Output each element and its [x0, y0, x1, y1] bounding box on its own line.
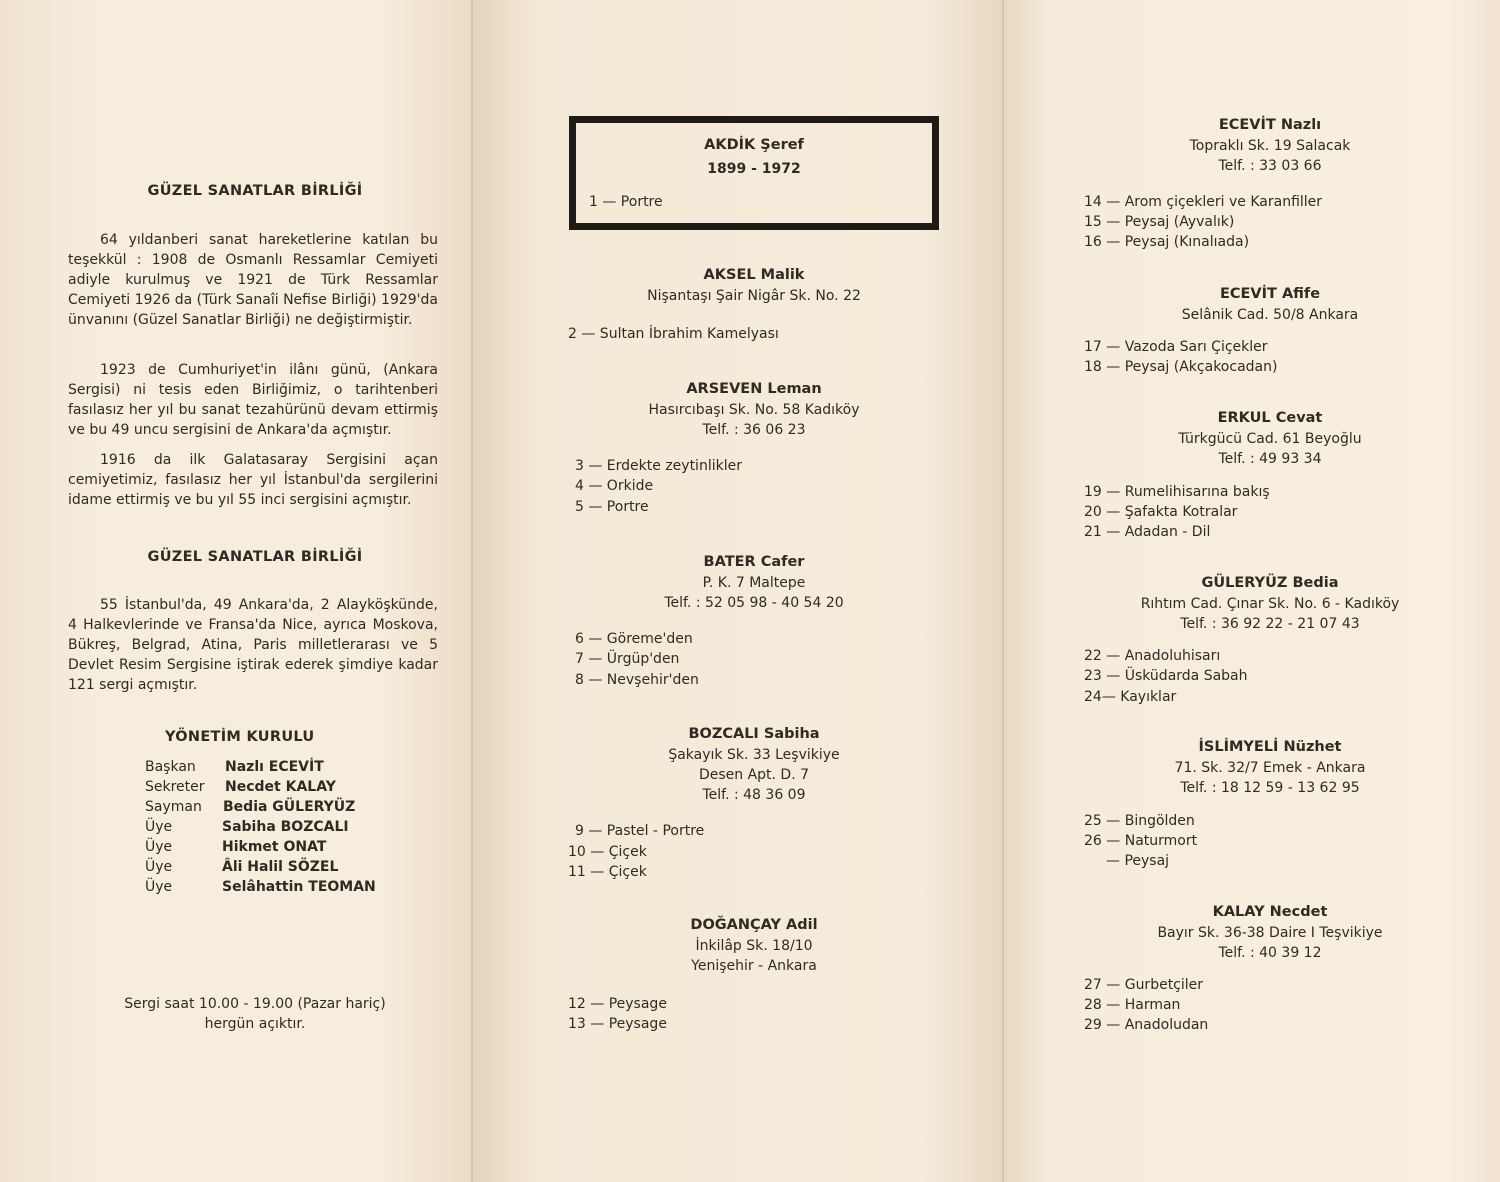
work-item: 2 — Sultan İbrahim Kamelyası: [568, 326, 779, 342]
artist-name: AKSEL Malik: [703, 267, 805, 283]
artist-entry: [1060, 114, 1480, 176]
work-item: 3 — Erdekte zeytinlikler: [575, 458, 742, 474]
artist-phone: Telf. : 33 03 66: [1218, 158, 1322, 174]
work-item: 11 — Çiçek: [568, 864, 647, 880]
exhibitions-paragraph: 55 İstanbul'da, 49 Ankara'da, 2 Alayköşkünde, 4 Halkevlerinde ve Fransa'da Nice, ayrıca Moskova, Bükreş, Belgrad, Atina, Paris milletlerarası ve 5 Devlet Resim Sergisine iştirak ederek şimdiye kadar 121 sergi açmıştır.: [68, 597, 438, 693]
artist-entry: [1060, 283, 1480, 325]
opening-hours-line-1: Sergi saat 10.00 - 19.00 (Pazar hariç): [124, 996, 386, 1012]
work-item: 22 — Anadoluhisarı: [1084, 648, 1221, 664]
board-title: YÖNETİM KURULU: [165, 729, 315, 745]
right-panel: [1002, 0, 1500, 1182]
artist-entry: [544, 378, 964, 440]
history-paragraph-2: 1923 de Cumhuriyet'in ilânı günü, (Ankara Sergisi) ni tesis eden Birliğimiz, o tarihtenberi fasılasız her yıl bu sanat tezahürünü devam ettirmiş ve bu 49 uncu sergisini de Ankara'da açmıştır.: [68, 362, 438, 438]
artist-entry: [544, 264, 964, 306]
memorial-artist-years: 1899 - 1972: [707, 161, 801, 177]
board-member-name: Âli Halil SÖZEL: [222, 859, 339, 875]
history-paragraph-1: 64 yıldanberi sanat hareketlerine katılan bu teşekkül : 1908 de Osmanlı Ressamlar Cemiyeti adiyle kurulmuş ve 1921 de Türk Ressamlar Cemiyeti 1926 da (Türk Sanaîi Nefise Birliği) 1929'da ünvanını (Güzel Sanatlar Birliği) ne değiştirmiştir.: [68, 232, 438, 328]
artist-name: DOĞANÇAY Adil: [690, 917, 818, 933]
artist-address: P. K. 7 Maltepe: [702, 575, 806, 591]
artist-name: KALAY Necdet: [1212, 904, 1328, 920]
memorial-artist-name: AKDİK Şeref: [704, 137, 804, 153]
fold-line: [1002, 0, 1004, 1182]
artist-name: ECEVİT Nazlı: [1218, 117, 1322, 133]
artist-phone: Telf. : 52 05 98 - 40 54 20: [664, 595, 844, 611]
artist-address: Selânik Cad. 50/8 Ankara: [1181, 307, 1359, 323]
work-item: 5 — Portre: [575, 499, 649, 515]
artist-entry: [544, 914, 964, 976]
work-item: 4 — Orkide: [575, 478, 654, 494]
board-member-name: Necdet KALAY: [225, 779, 336, 795]
artist-name: BOZCALI Sabiha: [688, 726, 820, 742]
board-role: Üye: [145, 879, 173, 895]
work-item: 17 — Vazoda Sarı Çiçekler: [1084, 339, 1268, 355]
org-title-1: GÜZEL SANATLAR BİRLİĞİ: [147, 183, 363, 199]
work-item: 19 — Rumelihisarına bakış: [1084, 484, 1270, 500]
board-member-name: Sabiha BOZCALI: [222, 819, 349, 835]
board-role: Başkan: [145, 759, 196, 775]
work-item: 14 — Arom çiçekleri ve Karanfiller: [1084, 194, 1323, 210]
opening-hours-line-2: hergün açıktır.: [204, 1016, 306, 1032]
artist-address: Hasırcıbaşı Sk. No. 58 Kadıköy: [648, 402, 860, 418]
artist-address: Desen Apt. D. 7: [698, 767, 810, 783]
board-role: Sayman: [145, 799, 202, 815]
artist-entry: [544, 551, 964, 613]
work-item: 25 — Bingölden: [1084, 813, 1195, 829]
artist-name: ECEVİT Afife: [1219, 286, 1321, 302]
artist-address: Bayır Sk. 36-38 Daire I Teşvikiye: [1157, 925, 1383, 941]
work-item: 21 — Adadan - Dil: [1084, 524, 1211, 540]
artist-name: İSLİMYELİ Nüzhet: [1198, 739, 1342, 755]
work-item: 15 — Peysaj (Ayvalık): [1084, 214, 1235, 230]
left-panel: [0, 0, 472, 1182]
board-role: Sekreter: [145, 779, 205, 795]
artist-address: Türkgücü Cad. 61 Beyoğlu: [1178, 431, 1362, 447]
work-item: 26 — Naturmort: [1084, 833, 1198, 849]
artist-entry: [1060, 572, 1480, 634]
work-item: 20 — Şafakta Kotralar: [1084, 504, 1238, 520]
artist-entry: [1060, 407, 1480, 469]
fold-line: [471, 0, 473, 1182]
work-item: 27 — Gurbetçiler: [1084, 977, 1204, 993]
board-member-name: Hikmet ONAT: [222, 839, 327, 855]
work-item: 24— Kayıklar: [1084, 689, 1177, 705]
artist-phone: Telf. : 48 36 09: [702, 787, 806, 803]
artist-name: BATER Cafer: [703, 554, 805, 570]
artist-entry: [544, 723, 964, 805]
work-item: 16 — Peysaj (Kınalıada): [1084, 234, 1250, 250]
artist-name: ERKUL Cevat: [1217, 410, 1323, 426]
work-item: 10 — Çiçek: [568, 844, 647, 860]
work-item: 29 — Anadoludan: [1084, 1017, 1209, 1033]
artist-address: Nişantaşı Şair Nigâr Sk. No. 22: [647, 288, 861, 304]
artist-address: İnkilâp Sk. 18/10: [695, 938, 813, 954]
board-member-name: Nazlı ECEVİT: [225, 759, 324, 775]
artist-address: Topraklı Sk. 19 Salacak: [1189, 138, 1351, 154]
org-title-2: GÜZEL SANATLAR BİRLİĞİ: [147, 549, 363, 565]
artist-phone: Telf. : 36 92 22 - 21 07 43: [1180, 616, 1360, 632]
artist-address: Rıhtım Cad. Çınar Sk. No. 6 - Kadıköy: [1140, 596, 1400, 612]
work-item: 18 — Peysaj (Akçakocadan): [1084, 359, 1278, 375]
board-member-name: Bedia GÜLERYÜZ: [223, 799, 356, 815]
board-member-name: Selâhattin TEOMAN: [222, 879, 376, 895]
work-item: 1 — Portre: [589, 194, 663, 210]
work-item: 12 — Peysage: [568, 996, 667, 1012]
work-item: 7 — Ürgüp'den: [575, 651, 680, 667]
work-item: 28 — Harman: [1084, 997, 1181, 1013]
artist-address: Yenişehir - Ankara: [691, 958, 817, 974]
artist-phone: Telf. : 49 93 34: [1218, 451, 1322, 467]
board-role: Üye: [145, 859, 173, 875]
artist-phone: Telf. : 18 12 59 - 13 62 95: [1180, 780, 1360, 796]
artist-phone: Telf. : 36 06 23: [702, 422, 806, 438]
board-role: Üye: [145, 839, 173, 855]
work-item: — Peysaj: [1106, 853, 1170, 869]
artist-address: 71. Sk. 32/7 Emek - Ankara: [1174, 760, 1366, 776]
memorial-frame: [569, 116, 939, 230]
artist-entry: [1060, 901, 1480, 963]
artist-name: ARSEVEN Leman: [686, 381, 822, 397]
work-item: 13 — Peysage: [568, 1016, 667, 1032]
middle-panel: [472, 0, 1002, 1182]
artist-name: GÜLERYÜZ Bedia: [1201, 575, 1339, 591]
work-item: 9 — Pastel - Portre: [575, 823, 705, 839]
history-paragraph-3: 1916 da ilk Galatasaray Sergisini açan cemiyetimiz, fasılasız her yıl İstanbul'da sergilerini idame ettirmiş ve bu yıl 55 inci sergisini açmıştır.: [68, 452, 438, 508]
artist-entry: [1060, 736, 1480, 798]
work-item: 23 — Üsküdarda Sabah: [1084, 668, 1248, 684]
artist-address: Şakayık Sk. 33 Leşvikiye: [668, 747, 840, 763]
artist-phone: Telf. : 40 39 12: [1218, 945, 1322, 961]
work-item: 8 — Nevşehir'den: [575, 672, 699, 688]
work-item: 6 — Göreme'den: [575, 631, 693, 647]
board-role: Üye: [145, 819, 173, 835]
